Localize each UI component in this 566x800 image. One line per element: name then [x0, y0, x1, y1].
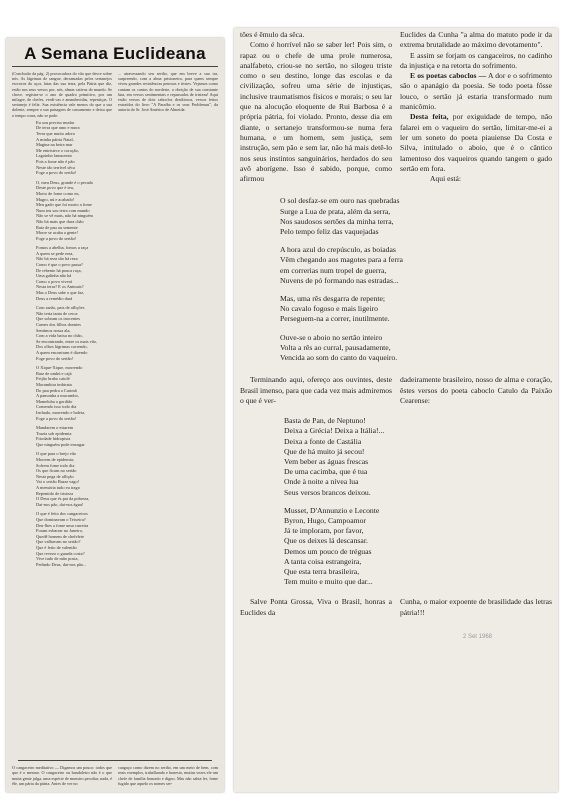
poem-line: O Deus que és pai da pobreza,	[36, 496, 90, 502]
poem-line: Mandarem o estarem	[36, 425, 74, 431]
poem-line: Basta de Pan, de Neptuno!	[284, 416, 366, 426]
poem-line: Se encontrando, entre os mais vão,	[36, 338, 98, 344]
poem-line: Sofrem fome todo dia	[36, 462, 75, 468]
poem-stanza	[36, 425, 214, 447]
poem-line: Terra que muito adoro	[36, 131, 76, 137]
poem-line: A memória tudo eu trago	[36, 485, 80, 491]
sonnet-line: A hora azul do crepúsculo, as boiadas	[280, 245, 396, 255]
poem-stanza	[36, 180, 214, 242]
ending-two-columns	[234, 595, 558, 620]
poem-line: O, meu Deus, grande é o pecado	[36, 179, 94, 185]
sonnet-line: em correrias num tropel de guerra,	[280, 265, 387, 275]
poem-line: Seus versos brancos deixou.	[284, 487, 371, 497]
poem-line: Macambira imbirata	[36, 381, 72, 387]
bottom-right-column: cangaço como dizem no sertão, em um meio de bem, com reais exemplos, trabalhando e honesto, muitas vezes ele um chefe de família honrado e digno. Mas não sabia ler, fome fugido que aquelo os nomes ser-	[118, 765, 218, 786]
poem-line: Deixa a fonte de Castália	[284, 436, 362, 446]
poem-line: O Xique-Xique, morrendo	[36, 365, 83, 371]
poem-line: A quem se pede reza,	[36, 250, 74, 256]
heading-poetas-caboclos: E os poetas caboclos —	[410, 71, 487, 81]
paragraph-euclides-quote: Euclides da Cunha "a alma do matuto pode ir da extrema brutalidade ao máximo devotamento".	[400, 30, 552, 50]
poem-line: Não se vê mais, não há ninguém	[36, 213, 93, 219]
poem-line: Como é que o povo passa?	[36, 262, 83, 268]
left-poem	[6, 120, 224, 568]
poem-line: Quedê homem de chefelete	[36, 533, 84, 539]
paragraph-terminando: Terminando aqui, ofereço aos ouvintes, deste Brasil imenso, para que cada vez mais admiremos o que é ver-	[240, 375, 392, 405]
right-top-col-2	[400, 30, 552, 184]
poem-line: Num teu sou terra com mundo	[36, 207, 90, 213]
poem-line: Não teria tanta de cerca	[36, 310, 78, 316]
heading-desta-feita: Desta feita,	[410, 112, 449, 122]
paragraph-expoente: Cunha, o maior expoente de brasilidade das letras pátria!!!	[400, 597, 552, 617]
poem-stanza	[36, 511, 214, 567]
poem-line: Feijão brabo catolé	[36, 376, 70, 382]
poem-line: Como o povo viverá	[36, 278, 72, 284]
poem-stanza	[284, 506, 538, 588]
sonnet-line: No cavalo fogoso e mais ligeiro	[280, 304, 378, 314]
intro-columns	[6, 69, 224, 120]
poem-line: Que ninguém pode enxugar.	[36, 441, 86, 447]
sonnet-aboio	[234, 196, 558, 363]
poem-line: Vai o sertão Bazar vago!	[36, 479, 80, 485]
poem-line: Nesta terra? E os Animais?	[36, 284, 84, 290]
ending-col-1	[240, 597, 392, 618]
poem-line: A quem encontram é dizendo	[36, 349, 88, 355]
poem-line: Que revezo o guarda costa?	[36, 550, 85, 556]
poem-line: Sentimos nossa ala,	[36, 327, 71, 333]
poem-line: Que é feito de valentão	[36, 544, 77, 550]
poem-line: De uma cacimba, que é tua	[284, 467, 368, 477]
poem-line: Byron, Hugo, Campoamor	[284, 516, 366, 526]
ending-col-2	[400, 597, 552, 618]
poem-line: Neste tão terrível sêca	[36, 164, 75, 170]
paragraph-cangaceiros: E assim se forjam os cangaceiros, no cadinho da injustiça e na retorta do sofrimento.	[400, 50, 552, 70]
sonnet-line: Vêm chegando aos magotes para a ferra	[280, 255, 403, 265]
poem-line: Dos olhos lágrimas correndo,	[36, 344, 88, 350]
poem-line: Os que ficam no sertão	[36, 468, 77, 474]
poem-line: Pedindo Deus, dai-nos pão...	[36, 561, 87, 567]
poem-line: Deu-lhes a fome uma carreira	[36, 522, 89, 528]
poem-line: A pamonha a mucumbo,	[36, 393, 79, 399]
paragraph-continuation: tões é êmulo da sêca.	[240, 30, 305, 39]
poem-line: Uma galinha não há	[36, 273, 72, 279]
poem-line: Trazia sob epidemia	[36, 430, 72, 436]
sonnet-line: Surge a Lua de prata, além da serra,	[280, 206, 391, 216]
sonnet-stanza	[280, 245, 538, 286]
poem-line: Carnes dos filhos doentes	[36, 322, 81, 328]
poem-line: Foge a povo do sertão!	[36, 170, 77, 176]
poem-line: Que sobram os inocentes	[36, 316, 81, 322]
sonnet-stanza	[280, 294, 538, 325]
poem-line: Deus a remédio dará	[36, 295, 73, 301]
middle-col-2	[400, 375, 552, 406]
paragraph-salve: Salve Ponta Grossa, Viva o Brasil, honras a Euclides da	[240, 597, 392, 617]
poem-line: Magina na beira mar	[36, 142, 73, 148]
bottom-divider	[18, 760, 212, 761]
poem-line: Demos um pouco de tréguas	[284, 546, 372, 556]
poem-stanza	[36, 120, 214, 176]
bottom-left-column: O cangaceiro meditativo — Digamos um pouco: todos que que é o mesmo. O cangaceiro ou bandoleiro não é o que muita gente julga, uma espécie de monstro peculiar, nada, é êle, um pária da pátria. Antes de ver no	[12, 765, 112, 786]
sonnet-stanza	[280, 196, 538, 237]
poem-line: De rebento há pouca raça,	[36, 267, 82, 273]
poem-line: Fomos a abelha, fomos a raça	[36, 245, 89, 251]
poem-line: Que valhavam no sertão?	[36, 539, 81, 545]
poem-line: Não há mais que dura chão	[36, 218, 84, 224]
poem-line: O que para o brejo vão	[36, 451, 77, 457]
poem-catulo	[234, 416, 558, 587]
sonnet-line: Perseguem-na a correr, inutilmente.	[280, 314, 390, 324]
poem-line: Que esta terra brasileira,	[284, 567, 360, 577]
sonnet-line: Volta a rês ao curral, pausadamente,	[280, 342, 391, 352]
paragraph-aboio: por exiguidade de tempo, não falarei em o vaqueiro do sertão, limitar-me-ei a ler um soneto do poeta piauiense Da Costa e Silva, intitulado o aboio, que é o cântico lamentoso dos vaqueiros quando tangem o gado sertão em fora.	[400, 112, 552, 173]
sonnet-line: Vencida ao som do canto do vaqueiro.	[280, 353, 398, 363]
poem-line: Deste povo que é teu,	[36, 185, 74, 191]
poem-line: Mas o Deus sabe o que faz,	[36, 290, 85, 296]
poem-line: Magro, nú e acabado!	[36, 196, 75, 202]
poem-line: Repentido de tristeza	[36, 490, 74, 496]
poem-stanza	[36, 451, 214, 507]
middle-col-1	[240, 375, 392, 406]
right-newspaper-clipping	[234, 28, 558, 792]
left-newspaper-clipping	[6, 38, 224, 792]
poem-line: Nesta pega de aflição	[36, 473, 74, 479]
poem-line: A minha pátria Natal,	[36, 136, 74, 142]
poem-line: Friodade hidropisia	[36, 436, 71, 442]
title-divider	[12, 66, 218, 67]
poem-line: Mameluba a gordião	[36, 398, 73, 404]
poem-line: Raiz de pau ou semente	[36, 224, 78, 230]
poem-stanza	[36, 365, 214, 421]
poem-line: Me entristece o coração,	[36, 147, 79, 153]
poem-stanza	[36, 245, 214, 301]
poem-line: Onde à noite a nívea lua	[284, 477, 359, 487]
paragraph-dor: A dor e o sofrimento são o apanágio da poesia. Se todo poeta fôsse louco, o sertão já estaria transformado num manicômio.	[400, 71, 552, 112]
poem-line: Que os deixes lá descansar.	[284, 536, 368, 546]
poem-line: A tanta coisa estrangeira,	[284, 556, 362, 566]
poem-line: Morto de fome como eu,	[36, 190, 80, 196]
poem-line: Meu gado que foi morto a fome	[36, 202, 92, 208]
sonnet-line: Ouve-se o aboio no sertão inteiro	[280, 332, 383, 342]
poem-line: Já te imploram, por favor,	[284, 526, 364, 536]
poem-line: Morre se acaba a gente!	[36, 230, 78, 236]
bottom-columns	[12, 758, 218, 788]
top-two-columns	[234, 28, 558, 186]
poem-line: O que é feito dos cangaceiros	[36, 511, 88, 517]
poem-line: Do pau pedra a Carimã	[36, 387, 77, 393]
sonnet-line: Nuvens de pó formando nas estradas...	[280, 275, 399, 285]
paragraph-analfabeto: Como é horrível não se saber ler! Pois sim, o rapaz ou o chefe de uma prole numerosa, analfabeto, criou-se no sertão, no silogeu triste como o seu destino, longe das escolas e da civilização, sofreu uma série de injustiças, inclusive traumatismos físicos e morais; o seu lar que na alocução eloquente de Rui Barbosa é a própria pátria, foi violado. Pronto, desse dia em diante, o sertanejo transformou-se numa fera humana, e um homem, sem justiça, sem instrução, sem pão e sem lar, não há mais detê-lo nos seus instintos sanguinários, herdados do seu avô aborígene. Isso é sabido, porque, como afirmou	[240, 40, 392, 184]
poem-line: Deixa a Grécia! Deixa a Itália!...	[284, 426, 385, 436]
poem-line: Vive tudo de mão posta,	[36, 556, 79, 562]
right-top-col-1	[240, 30, 392, 184]
poem-line: Pois a fome não é pão	[36, 158, 75, 164]
intro-right-column: ... atravessando seu sertão, que em breve a sua ira, surpreendo, com a alma prisioneira, para quem sempre viveu grandes resistências penosas e tristes. Vejamos como cantam os cantos do nordeste, a obrição de sua constante luta, em versos sentimentais e repassados de tristeza! Aqui estão versos de dois caboclos desditosos, versos feitos extraídos do livro "A Paraíba e os seus Problemas", da autoria do Sr. José Américo de Almeida:	[118, 71, 218, 113]
archive-stamp: 2 Set 1968	[462, 634, 492, 640]
poem-line: Inchado, morrendo e baleia,	[36, 409, 86, 415]
intro-left-column: (Conclusão da pág. 2) provocadora do vão que desce sobre nós. As lágrimas de sangue, derramadas pelos sertanejos escravos do açor, lutas das sua terra, pela Pátria que diz, estão nos seus versos por, nós, almas cativas do mundo. Se chove, registra-se o ano de quadro primitivo, por um milagre, de chefes, verdi-cas e amanhecidas, repentiças. O sertanejo é feliz. Sua existência vale menos do que a sua dolente, sempre a sua paisagem de cassamento e deixa que o tempo corra, não se pode.	[12, 71, 112, 118]
poem-line: Dai-nos pão, dai-nos água!	[36, 501, 84, 507]
sonnet-line: Pelo tempo feliz das vaquejadas	[280, 227, 379, 237]
poem-line: Que de há muito já secou!	[284, 446, 365, 456]
poem-line: Foram esbarrar no Janeiro,	[36, 528, 84, 534]
poem-line: Com razão, pais de aflições	[36, 305, 85, 311]
sonnet-stanza	[280, 333, 538, 364]
poem-line: Não há reza são há reza	[36, 256, 78, 262]
poem-line: Foge a povo do sertão!	[36, 415, 77, 421]
poem-line: Tem muito e muito que dar...	[284, 577, 373, 587]
poem-stanza	[284, 416, 538, 498]
sonnet-line: O sol desfaz-se em ouro nas quebradas	[280, 196, 400, 206]
sonnet-line: Mas, uma rês desgarra de repente;	[280, 294, 386, 304]
poem-line: Eu sou preciso mudar	[36, 119, 75, 125]
poem-line: Musset, D'Annunzio e Leconte	[284, 505, 380, 515]
middle-two-columns	[234, 373, 558, 408]
poem-line: Lagoinho lamacento	[36, 153, 72, 159]
poem-line: Vem beber as águas frescas	[284, 457, 369, 466]
article-title: A Semana Euclideana	[24, 44, 206, 63]
sonnet-line: Nos saudosos sertões da minha terra,	[280, 216, 394, 226]
poem-line: Que dominavam o Teixeira?	[36, 517, 86, 523]
paragraph-aqui-esta: Aqui está:	[430, 174, 462, 184]
poem-line: Com a vida baixa no chão,	[36, 333, 83, 339]
poem-line: Raiz de umbú e cajá	[36, 370, 72, 376]
poem-line: Foge povo do sertão!	[36, 355, 74, 361]
poem-line: Comendo isso todo dia	[36, 404, 77, 410]
poem-line: Morrem de epidemia;	[36, 457, 75, 463]
paragraph-catulo: dadeiramente brasileiro, nosso de alma e coração, êstes versos do poeta caboclo Catulo da Paixão Cearense:	[400, 375, 552, 405]
poem-line: De terra que amo e mora	[36, 125, 80, 131]
poem-line: Foge a povo do sertão!	[36, 235, 77, 241]
poem-stanza	[36, 305, 214, 361]
